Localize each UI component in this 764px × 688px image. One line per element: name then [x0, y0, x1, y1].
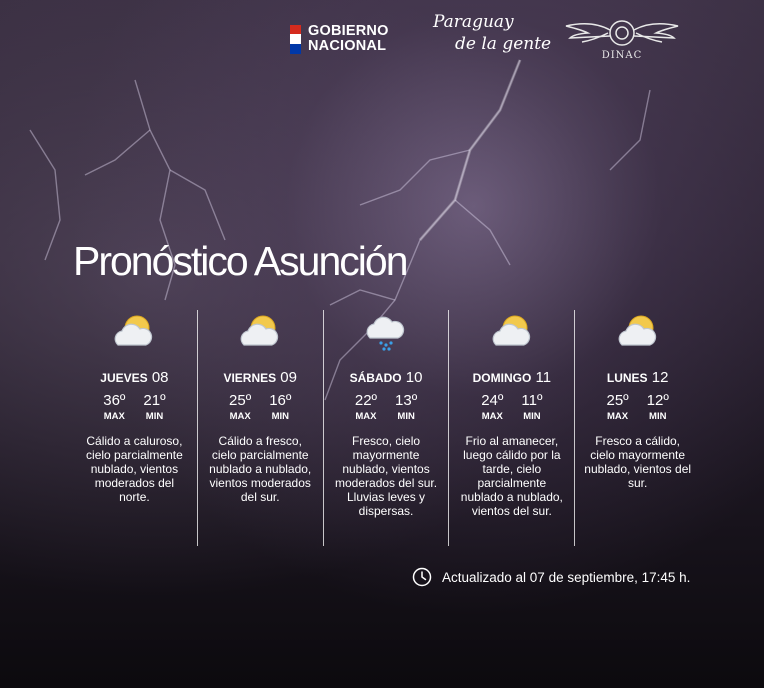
temperatures	[355, 393, 417, 422]
page-title: Pronóstico Asunción	[73, 238, 407, 284]
temp-min-label: MIN	[523, 411, 541, 422]
paraguay-de-la-gente-logo[interactable]	[433, 12, 551, 54]
temperatures	[229, 393, 291, 422]
temp-min: 12º	[646, 392, 669, 409]
updated-info	[412, 567, 690, 587]
day-label	[223, 369, 297, 387]
gobierno-line2: NACIONAL	[308, 38, 387, 54]
forecast-description: Cálido a caluroso, cielo parcialmente nublado, vientos moderados del norte.	[86, 434, 183, 504]
day-label	[607, 369, 669, 387]
temp-max: 36º	[103, 392, 126, 409]
temp-max-label: MAX	[103, 411, 125, 422]
paraguay-flag-icon	[290, 25, 301, 54]
day-name: SÁBADO	[349, 371, 402, 385]
forecast-day	[449, 310, 574, 546]
temp-max: 25º	[229, 392, 252, 409]
temp-min: 13º	[395, 392, 418, 409]
day-date: 11	[535, 369, 552, 386]
partly-cloudy-icon	[238, 312, 282, 352]
day-label	[100, 369, 168, 387]
clock-icon	[412, 567, 432, 587]
winged-emblem-icon	[562, 16, 682, 52]
forecast-description: Frio al amanecer, luego cálido por la tarde, cielo parcialmente nublado a nublado, vientos del sur.	[460, 434, 563, 518]
dinac-logo[interactable]	[562, 16, 682, 64]
forecast-day	[324, 310, 449, 546]
day-label	[350, 369, 423, 387]
partly-cloudy-icon	[112, 312, 156, 352]
forecast-day	[575, 310, 700, 546]
day-name: VIERNES	[223, 371, 277, 385]
temperatures	[606, 393, 668, 422]
gobierno-line1: GOBIERNO	[308, 23, 389, 39]
temp-max-label: MAX	[229, 411, 251, 422]
temp-min-label: MIN	[271, 411, 290, 422]
updated-text: Actualizado al 07 de septiembre, 17:45 h.	[442, 569, 691, 585]
forecast-description: Fresco a cálido, cielo mayormente nublado, vientos del sur.	[584, 434, 692, 490]
partly-cloudy-icon	[490, 312, 534, 352]
temp-max: 24º	[481, 392, 504, 409]
day-date: 09	[280, 369, 297, 386]
forecast-description: Fresco, cielo mayormente nublado, vientos moderados del sur. Lluvias leves y dispersas.	[335, 434, 438, 518]
temp-min-label: MIN	[397, 411, 415, 422]
day-date: 12	[651, 369, 669, 386]
temp-min-label: MIN	[649, 411, 667, 422]
forecast-day	[198, 310, 323, 546]
temperatures	[103, 393, 165, 422]
forecast-list	[72, 310, 700, 546]
temperatures	[481, 393, 542, 422]
day-date: 08	[151, 369, 169, 386]
day-label	[473, 369, 551, 387]
temp-max-label: MAX	[355, 411, 377, 422]
temp-max: 25º	[606, 392, 629, 409]
temp-min: 16º	[269, 392, 292, 409]
dinac-label: DINAC	[601, 50, 643, 61]
day-name: DOMINGO	[472, 371, 532, 385]
paraguay-logo-line2: de la gente	[455, 34, 552, 54]
cloud-rain-icon	[364, 312, 408, 352]
day-name: LUNES	[606, 371, 648, 385]
forecast-day	[72, 310, 197, 546]
partly-cloudy-icon	[616, 312, 660, 352]
temp-max: 22º	[354, 392, 378, 409]
temp-max-label: MAX	[607, 411, 629, 422]
paraguay-logo-line1: Paraguay	[433, 12, 514, 32]
temp-min: 11º	[521, 392, 543, 409]
day-date: 10	[405, 369, 423, 386]
gobierno-nacional-logo[interactable]	[290, 24, 389, 54]
temp-min-label: MIN	[145, 411, 164, 422]
day-name: JUEVES	[100, 371, 148, 385]
temp-min: 21º	[143, 392, 166, 409]
temp-max-label: MAX	[481, 411, 503, 422]
forecast-description: Cálido a fresco, cielo parcialmente nublado a nublado, vientos moderados del sur.	[209, 434, 312, 504]
